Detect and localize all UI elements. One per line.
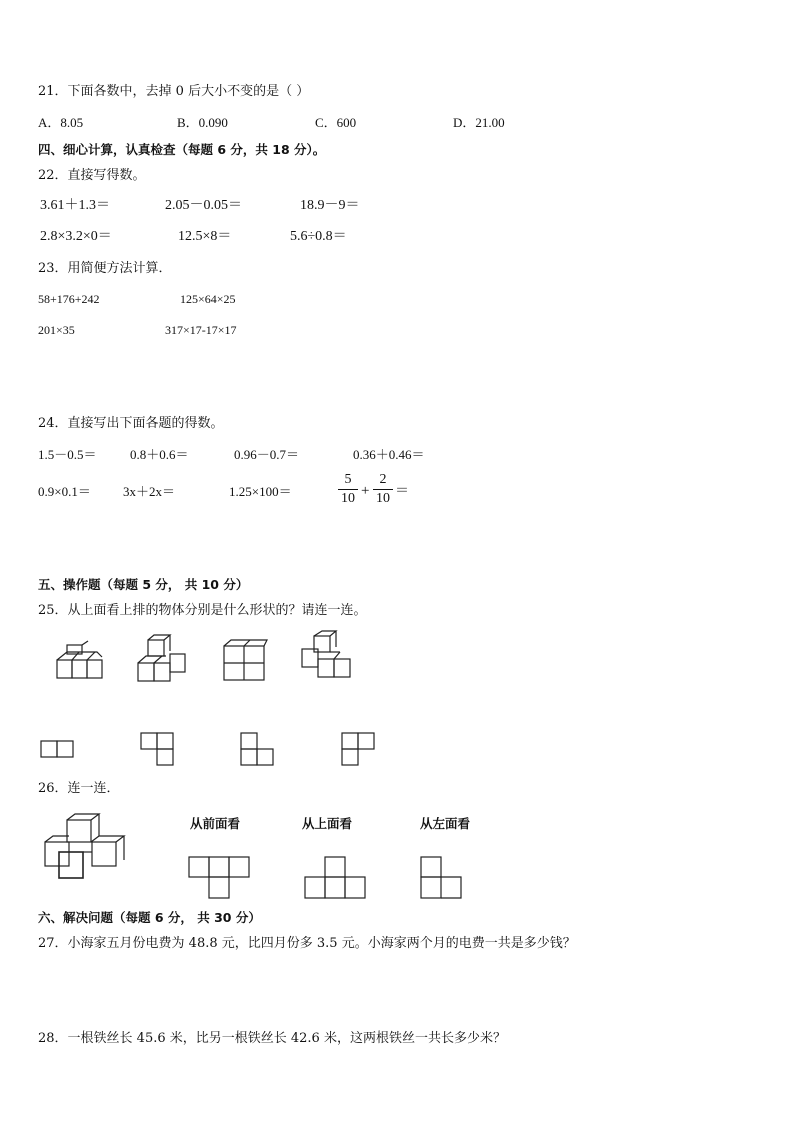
q26-view-front [188,856,252,900]
q24-expr-2: 0.8＋0.6＝ [130,447,189,462]
q24-expr-1: 1.5－0.5＝ [38,447,97,462]
q24-fraction-b [373,472,393,507]
q24-fraction-a-numerator: 5 [344,472,352,487]
q25-solid-4 [300,631,352,681]
section4-title: 四、细心计算，认真检查（每题 6 分，共 18 分）。 [38,142,326,157]
q21-option-b: B．0.090 [177,115,228,130]
q23-stem: 23．用简便方法计算． [38,261,172,276]
q21-option-d: D．21.00 [453,115,505,130]
q27-stem: 27．小海家五月份电费为 48.8 元，比四月份多 3.5 元。小海家两个月的电费一共是多少钱？ [38,936,576,951]
q24-expr-3: 0.96－0.7＝ [234,447,300,462]
q26-label-front: 从前面看 [190,816,241,831]
q26-view-top [304,856,368,900]
q25-solid-1 [55,645,105,681]
q25-stem: 25．从上面看上排的物体分别是什么形状的？请连一连。 [38,603,367,618]
q26-label-left: 从左面看 [420,816,471,831]
q21-option-c: C．600 [315,115,357,130]
q22-expr-1: 3.61＋1.3＝ [40,198,110,213]
q26-label-top: 从上面看 [302,816,353,831]
q22-expr-4: 2.8×3.2×0＝ [40,229,112,244]
q26-stem: 26．连一连． [38,781,120,796]
q21-stem: 21．下面各数中，去掉 0 后大小不变的是（ ） [38,84,310,99]
q24-expr-4: 0.36＋0.46＝ [353,447,425,462]
q22-expr-5: 12.5×8＝ [178,229,232,244]
q25-solid-2 [136,638,188,684]
q25-view-2 [140,732,176,768]
q24-expr-5: 0.9×0.1＝ [38,484,91,499]
q26-solid [42,812,132,882]
q23-expr-1: 58+176+242 [38,292,100,306]
q23-expr-2: 125×64×25 [180,292,236,306]
q22-stem: 22．直接写得数。 [38,168,146,183]
q24-fraction-equals: ＝ [395,484,409,499]
q22-expr-6: 5.6÷0.8＝ [290,229,347,244]
q24-fraction-a [338,472,358,507]
q24-fraction-a-denominator: 10 [341,491,355,506]
section6-title: 六、解决问题（每题 6 分， 共 30 分） [38,910,261,925]
q23-expr-3: 201×35 [38,323,75,337]
q23-expr-4: 317×17-17×17 [165,323,237,337]
q24-fraction-b-numerator: 2 [379,472,387,487]
q25-view-4 [341,732,377,768]
q26-view-left [420,856,464,900]
q25-solid-3 [222,638,268,682]
q25-view-3 [240,732,276,768]
q24-expr-7: 1.25×100＝ [229,484,292,499]
q28-stem: 28．一根铁丝长 45.6 米，比另一根铁丝长 42.6 米，这两根铁丝一共长多少米？ [38,1031,506,1046]
q24-stem: 24．直接写出下面各题的得数。 [38,416,224,431]
q24-fraction-plus: + [361,483,370,499]
q25-view-1 [40,740,76,759]
q24-fraction-b-denominator: 10 [376,491,390,506]
q22-expr-2: 2.05－0.05＝ [165,198,242,213]
section5-title: 五、操作题（每题 5 分， 共 10 分） [38,577,249,592]
q24-expr-6: 3x＋2x＝ [123,484,176,499]
q22-expr-3: 18.9－9＝ [300,198,360,213]
q21-option-a: A．8.05 [38,115,84,130]
